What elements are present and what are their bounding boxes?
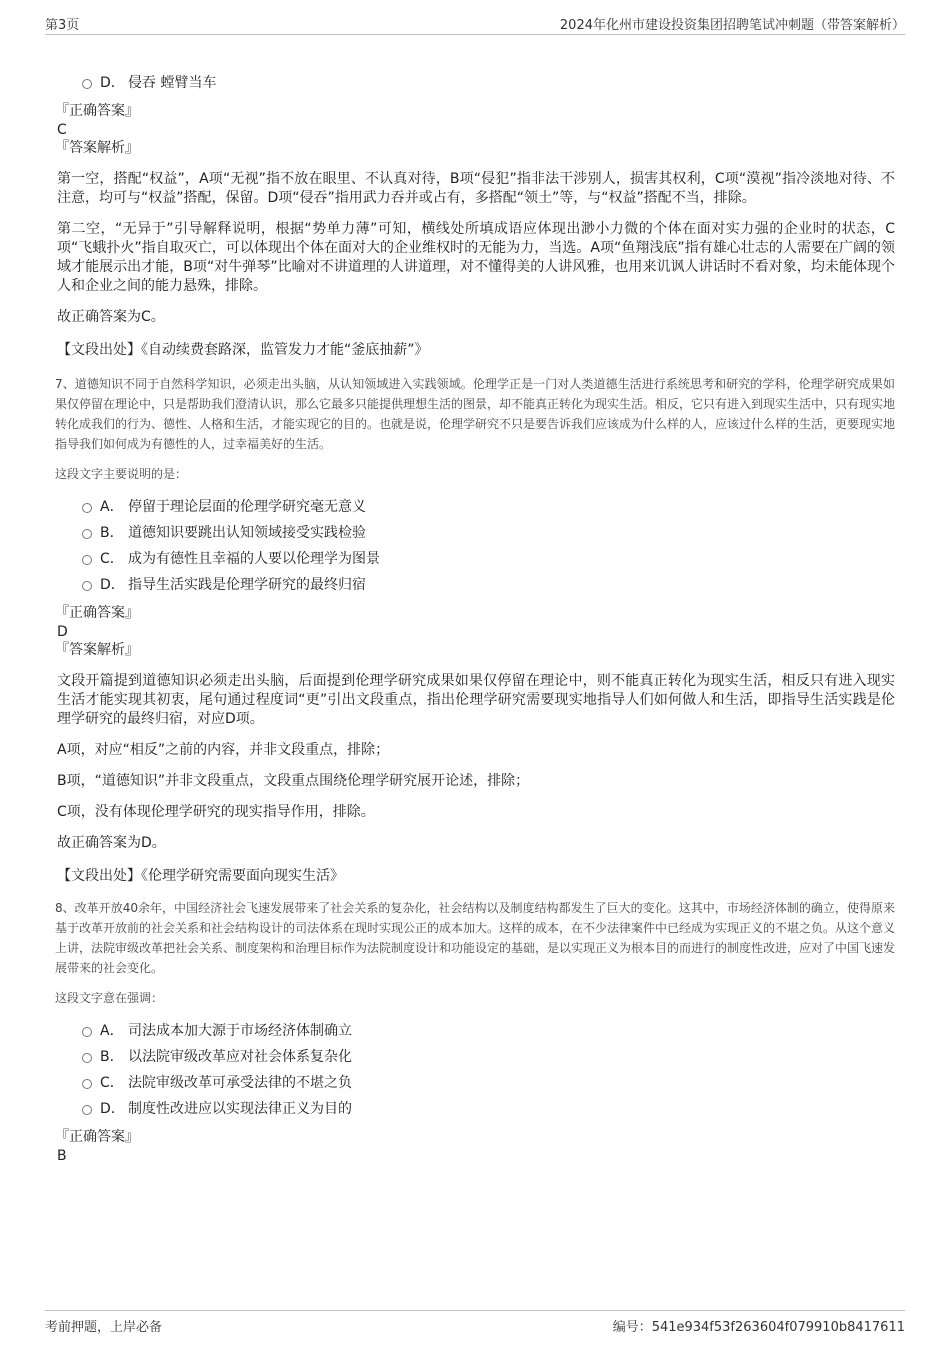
page-number: 第3页 [45, 18, 80, 33]
analysis-paragraph: 文段开篇提到道德知识必须走出头脑，后面提到伦理学研究成果如果仅停留在理论中，则不能真正转化为现实生活，相反只有进入现实生活才能实现其初衷，尾句通过程度词“更”引出文段重点，指出伦理学研究需要现实地指导人们如何做人和生活，即指导生活实践是伦理学研究的最终归宿，对应D项。 [57, 673, 895, 727]
option-b[interactable]: B． 以法院审级改革应对社会体系复杂化 [40, 1044, 895, 1070]
analysis-paragraph: C项，没有体现伦理学研究的现实指导作用，排除。 [57, 804, 375, 820]
option-a[interactable]: A． 司法成本加大源于市场经济体制确立 [40, 1018, 895, 1044]
radio-icon[interactable] [82, 555, 92, 565]
source-citation: 【文段出处】《伦理学研究需要面向现实生活》 [57, 868, 344, 884]
radio-icon[interactable] [82, 529, 92, 539]
analysis-label: 『答案解析』 [55, 140, 139, 156]
radio-icon[interactable] [82, 581, 92, 591]
answer-label: 『正确答案』 [55, 103, 139, 119]
option-d[interactable]: D． 侵吞 螳臂当车 [40, 70, 895, 96]
document-title: 2024年化州市建设投资集团招聘笔试冲刺题（带答案解析） [559, 18, 905, 33]
page-content [55, 70, 895, 1165]
answer-value: D [57, 624, 68, 640]
option-b[interactable]: B． 道德知识要跳出认知领域接受实践检验 [40, 520, 895, 546]
analysis-conclusion: 故正确答案为C。 [57, 309, 165, 325]
analysis-paragraph: 第一空，搭配“权益”，A项“无视”指不放在眼里、不认真对待，B项“侵犯”指非法干涉别人，损害其权利，C项“漠视”指冷淡地对待、不注意，均可与“权益”搭配，保留。D项“侵吞”指用武力吞并或占有，多搭配“领土”等，与“权益”搭配不当，排除。 [57, 171, 895, 206]
document-code: 编号：541e934f53f263604f079910b8417611 [612, 1320, 905, 1335]
answer-value: C [57, 122, 67, 138]
page-header [45, 12, 905, 35]
radio-icon[interactable] [82, 503, 92, 513]
question-prompt: 这段文字主要说明的是： [55, 467, 188, 481]
analysis-paragraph: 第二空，“无异于”引导解释说明，根据“势单力薄”可知，横线处所填成语应体现出渺小力微的个体在面对实力强的企业时的状态，C项“飞蛾扑火”指自取灭亡，可以体现出个体在面对大的企业维权时的无能为力，当选。A项“鱼翔浅底”指有雄心壮志的人需要在广阔的领域才能展示出才能，B项“对牛弹琴”比喻对不讲道理的人讲道理，对不懂得美的人讲风雅，也用来讥讽人讲话时不看对象，均未能体现个人和企业之间的能力悬殊，排除。 [57, 221, 895, 294]
option-c[interactable]: C． 法院审级改革可承受法律的不堪之负 [40, 1070, 895, 1096]
page-footer [45, 1310, 905, 1341]
answer-value: B [57, 1148, 67, 1164]
source-citation: 【文段出处】《自动续费套路深，监管发力才能“釜底抽薪”》 [57, 342, 429, 358]
footer-slogan: 考前押题，上岸必备 [45, 1320, 163, 1335]
radio-icon[interactable] [82, 1027, 92, 1037]
option-d[interactable]: D． 制度性改进应以实现法律正义为目的 [40, 1096, 895, 1122]
option-a[interactable]: A． 停留于理论层面的伦理学研究毫无意义 [40, 494, 895, 520]
question-7-text: 7、道德知识不同于自然科学知识，必须走出头脑，从认知领域进入实践领域。伦理学正是一门对人类道德生活进行系统思考和研究的学科，伦理学研究成果如果仅停留在理论中，只是帮助我们澄清认识，那么它最多只能提供理想生活的图景，却不能真正转化为现实生活。相反，它只有进入到现实生活中，只有现实地转化成我们的行为、德性、人格和生活，才能实现它的目的。也就是说，伦理学研究不只是要告诉我们应该成为什么样的人，应该过什么样的生活，更要现实地指导我们如何成为有德性的人，过幸福美好的生活。 [55, 377, 896, 451]
analysis-label: 『答案解析』 [55, 642, 139, 658]
analysis-paragraph: B项，“道德知识”并非文段重点，文段重点围绕伦理学研究展开论述，排除； [57, 773, 530, 789]
options-list [40, 494, 895, 598]
answer-label: 『正确答案』 [55, 1129, 139, 1145]
analysis-conclusion: 故正确答案为D。 [57, 835, 166, 851]
radio-icon[interactable] [82, 1053, 92, 1063]
radio-icon[interactable] [82, 1105, 92, 1115]
options-list [40, 1018, 895, 1122]
option-d[interactable]: D． 指导生活实践是伦理学研究的最终归宿 [40, 572, 895, 598]
analysis-paragraph: A项，对应“相反”之前的内容，并非文段重点，排除； [57, 742, 390, 758]
option-c[interactable]: C． 成为有德性且幸福的人要以伦理学为图景 [40, 546, 895, 572]
radio-icon[interactable] [82, 1079, 92, 1089]
question-8-text: 8、改革开放40余年，中国经济社会飞速发展带来了社会关系的复杂化，社会结构以及制度结构都发生了巨大的变化。这其中，市场经济体制的确立，使得原来基于改革开放前的社会关系和社会结构设计的司法体系在现时实现公正的成本加大。这样的成本，在不少法律案件中已经成为实现正义的不堪之负。从这个意义上讲，法院审级改革把社会关系、制度架构和治理目标作为法院制度设计和功能设定的基础，是以实现正义为根本目的而进行的制度性改进，应对了中国飞速发展带来的社会变化。 [55, 901, 896, 975]
question-prompt: 这段文字意在强调： [55, 991, 164, 1005]
answer-label: 『正确答案』 [55, 605, 139, 621]
radio-icon[interactable] [82, 79, 92, 89]
